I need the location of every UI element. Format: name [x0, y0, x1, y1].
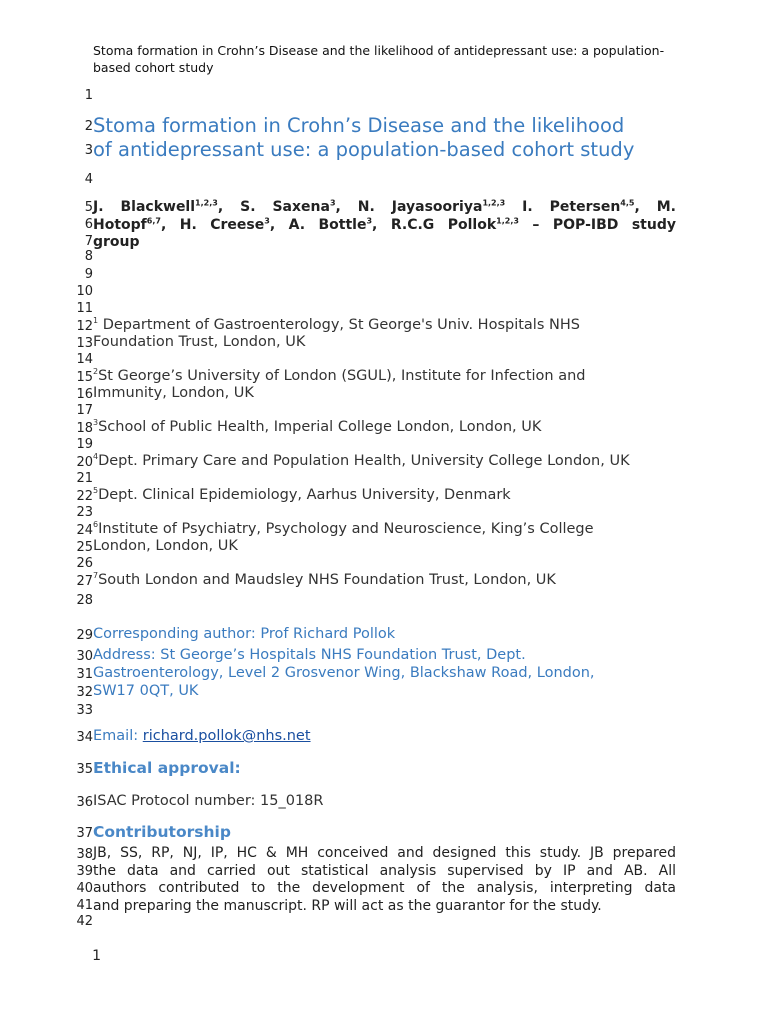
line-number: 21: [76, 471, 93, 486]
line-number: 36: [76, 795, 93, 810]
line-number: 28: [76, 593, 93, 608]
affiliation-4: [93, 453, 630, 469]
affiliation-text: Department of Gastroenterology, St George's Univ. Hospitals NHS: [98, 317, 580, 333]
title-line-2: of antidepressant use: a population-based cohort study: [93, 138, 635, 161]
line-number: 27: [76, 574, 93, 589]
line-number: 13: [76, 336, 93, 351]
affiliation-6-cont: London, London, UK: [93, 538, 238, 554]
line-number: 33: [76, 703, 93, 718]
affiliation-5: [93, 487, 511, 503]
affiliation-number: 3: [93, 418, 99, 428]
line-number: 18: [76, 421, 93, 436]
line-number: 12: [76, 319, 93, 334]
line-number: 10: [76, 284, 93, 299]
author: S. Saxena: [240, 199, 330, 215]
line-number: 7: [84, 234, 93, 249]
running-header: Stoma formation in Crohn’s Disease and the likelihood of antidepressant use: a population-based cohort study: [93, 43, 665, 75]
address-line-3: SW17 0QT, UK: [93, 683, 199, 699]
affiliation-number: 4: [93, 452, 99, 462]
address-line-1: Address: St George’s Hospitals NHS Foundation Trust, Dept.: [93, 647, 526, 663]
line-number: 16: [76, 387, 93, 402]
author-list: [93, 199, 676, 252]
line-number: 41: [76, 898, 93, 913]
affiliation-number: 1: [93, 316, 99, 326]
author-group: – POP-IBD study: [532, 216, 676, 233]
email-label: Email:: [93, 728, 143, 744]
line-number: 31: [76, 667, 93, 682]
contributorship-text: [93, 845, 676, 915]
author: N. Jayasooriya: [357, 199, 483, 215]
contributorship-line: and preparing the manuscript. RP will act as the guarantor for the study.: [93, 897, 602, 914]
author-affiliation: 1,2,3: [496, 215, 519, 225]
line-number: 42: [76, 914, 93, 929]
affiliation-2-cont: Immunity, London, UK: [93, 385, 254, 401]
author-affiliation: 3: [264, 215, 270, 225]
line-number: 29: [76, 628, 93, 643]
line-number: 22: [76, 489, 93, 504]
affiliation-number: 5: [93, 486, 99, 496]
line-number: 39: [76, 864, 93, 879]
line-number: 20: [76, 455, 93, 470]
page-number: 1: [92, 948, 101, 964]
line-number: 6: [84, 217, 93, 232]
author: M.: [656, 199, 676, 215]
affiliation-3: [93, 419, 541, 435]
line-number: 19: [76, 437, 93, 452]
contributorship-heading: Contributorship: [93, 823, 231, 841]
author: R.C.G Pollok: [390, 216, 497, 233]
address-line-2: Gastroenterology, Level 2 Grosvenor Wing, Blackshaw Road, London,: [93, 665, 595, 681]
line-number: 37: [76, 826, 93, 841]
author-affiliation: 3: [366, 215, 373, 225]
ethics-heading: Ethical approval:: [93, 759, 241, 777]
line-number: 5: [84, 200, 93, 215]
line-number: 2: [84, 119, 93, 134]
line-number: 14: [76, 352, 93, 367]
affiliation-number: 6: [93, 520, 99, 530]
contributorship-line: authors contributed to the development of the analysis, interpreting data: [93, 880, 676, 896]
line-number: 17: [76, 403, 93, 418]
author-affiliation: 3: [329, 198, 336, 208]
line-number: 34: [76, 730, 93, 745]
affiliation-text: Dept. Clinical Epidemiology, Aarhus University, Denmark: [98, 487, 511, 503]
affiliation-2: [93, 368, 586, 384]
author-affiliation: 1,2,3: [195, 198, 218, 208]
author-affiliation: 6,7: [146, 215, 161, 225]
email-link[interactable]: richard.pollok@nhs.net: [142, 728, 311, 744]
contributorship-line: the data and carried out statistical analysis supervised by IP and AB. All: [93, 862, 676, 879]
affiliation-7: [93, 572, 556, 588]
affiliation-number: 2: [93, 367, 99, 377]
line-number: 35: [76, 762, 93, 777]
affiliation-1: [93, 317, 580, 333]
affiliation-1-cont: Foundation Trust, London, UK: [93, 334, 306, 350]
affiliation-text: Institute of Psychiatry, Psychology and Neuroscience, King’s College: [98, 521, 594, 537]
line-number: 32: [76, 685, 93, 700]
ethics-text: ISAC Protocol number: 15_018R: [93, 793, 324, 809]
author-line-3: [93, 234, 676, 252]
line-number: 38: [76, 847, 93, 862]
affiliation-text: Dept. Primary Care and Population Health, University College London, UK: [98, 453, 630, 469]
line-number: 15: [76, 370, 93, 385]
corresponding-author: Corresponding author: Prof Richard Pollok: [93, 626, 396, 642]
line-number: 40: [76, 881, 93, 896]
line-number: 9: [84, 267, 93, 282]
line-number: 3: [84, 143, 93, 158]
line-number: 11: [76, 301, 93, 316]
line-number: 1: [84, 88, 93, 103]
line-number: 30: [76, 649, 93, 664]
title-line-1: Stoma formation in Crohn’s Disease and the likelihood: [93, 114, 625, 137]
affiliation-number: 7: [93, 571, 99, 581]
author-affiliation: 1,2,3: [482, 198, 506, 208]
author: I. Petersen: [522, 199, 621, 215]
line-number: 24: [76, 523, 93, 538]
line-number: 26: [76, 556, 93, 571]
email-row: [93, 728, 311, 744]
line-number: 25: [76, 540, 93, 555]
author: A. Bottle: [288, 216, 367, 233]
line-number: 8: [84, 249, 93, 264]
author: H. Creese: [179, 216, 265, 233]
author-group-end: group: [93, 234, 140, 250]
author: J. Blackwell: [93, 199, 196, 215]
affiliation-text: St George’s University of London (SGUL), Institute for Infection and: [98, 368, 586, 384]
author: Hotopf: [93, 216, 147, 233]
line-number: 23: [76, 505, 93, 520]
affiliation-6: [93, 521, 594, 537]
contributorship-line: JB, SS, RP, NJ, IP, HC & MH conceived and designed this study. JB prepared: [93, 845, 676, 861]
author-affiliation: 4,5: [620, 198, 635, 208]
affiliation-text: South London and Maudsley NHS Foundation Trust, London, UK: [98, 572, 556, 588]
author-line-1: J. Blackwell$^{1,2,3}$, S. Saxena$^3$, N. Jayasooriya$^{1,2,3}$ I. Petersen$^{4,5}$, M.: [93, 198, 676, 215]
affiliation-text: School of Public Health, Imperial College London, London, UK: [98, 419, 542, 435]
line-number: 4: [84, 172, 93, 187]
author-line-2: Hotopf$^{6,7}$, H. Creese$^3$, A. Bottle$^3$, R.C.G Pollok$^{1,2,3}$ – POP-IBD study: [93, 215, 676, 233]
